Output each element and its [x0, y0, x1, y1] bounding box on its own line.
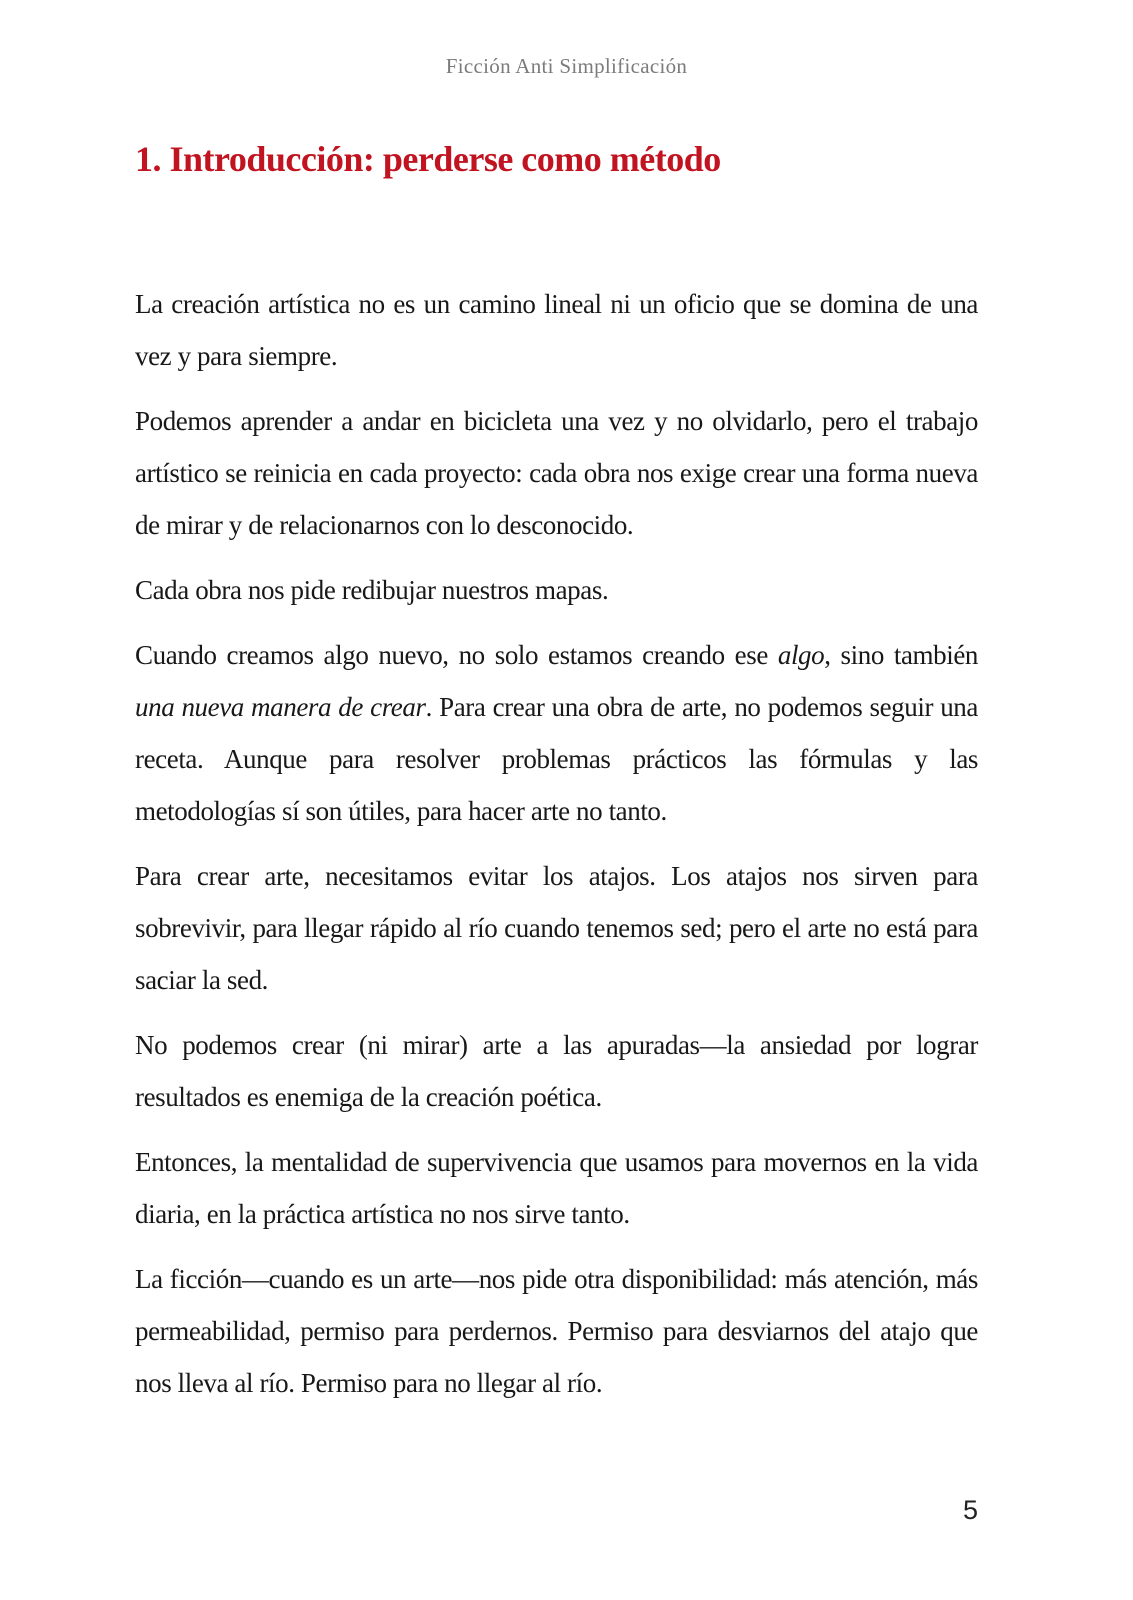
text-run: Para crear arte, necesitamos evitar los atajos. Los atajos nos sirven para sobrevivir, para llegar rápido al río cuando tenemos sed; pero el arte no está para saciar la sed.	[135, 861, 978, 995]
running-header: Ficción Anti Simplificación	[445, 54, 688, 78]
text-run: No podemos crear (ni mirar) arte a las apuradas—la ansiedad por lograr resultados es enemiga de la creación poética.	[135, 1030, 978, 1112]
paragraph	[135, 278, 978, 382]
paragraph	[135, 1136, 978, 1240]
paragraph	[135, 629, 978, 837]
paragraph	[135, 564, 978, 616]
chapter-heading: 1. Introducción: perderse como método	[135, 139, 721, 179]
text-run: . Para crear una obra de arte, no podemos seguir una receta. Aunque para resolver problemas prácticos las fórmulas y las metodologías sí son útiles, para hacer arte no tanto.	[135, 692, 978, 826]
text-run: La ficción—cuando es un arte—nos pide otra disponibilidad: más atención, más permeabilidad, permiso para perdernos. Permiso para desviarnos del atajo que nos lleva al río. Permiso para no llegar al río.	[135, 1264, 978, 1398]
text-run: Cuando creamos algo nuevo, no solo estamos creando ese	[135, 640, 778, 670]
page-number: 5	[962, 1495, 978, 1525]
text-run: , sino también	[824, 640, 978, 670]
text-run: Cada obra nos pide redibujar nuestros mapas.	[135, 575, 609, 605]
italic-text-run: algo	[777, 640, 825, 670]
paragraph	[135, 395, 978, 551]
text-run: La creación artística no es un camino lineal ni un oficio que se domina de una vez y para siempre.	[135, 289, 978, 371]
text-run: Podemos aprender a andar en bicicleta una vez y no olvidarlo, pero el trabajo artístico se reinicia en cada proyecto: cada obra nos exige crear una forma nueva de mirar y de relacionarnos con lo desconocido.	[135, 406, 978, 540]
text-run: Entonces, la mentalidad de supervivencia que usamos para movernos en la vida diaria, en la práctica artística no nos sirve tanto.	[135, 1147, 978, 1229]
paragraph	[135, 850, 978, 1006]
body-text	[135, 278, 978, 1422]
paragraph	[135, 1019, 978, 1123]
paragraph	[135, 1253, 978, 1409]
italic-text-run: una nueva manera de crear	[135, 692, 426, 722]
